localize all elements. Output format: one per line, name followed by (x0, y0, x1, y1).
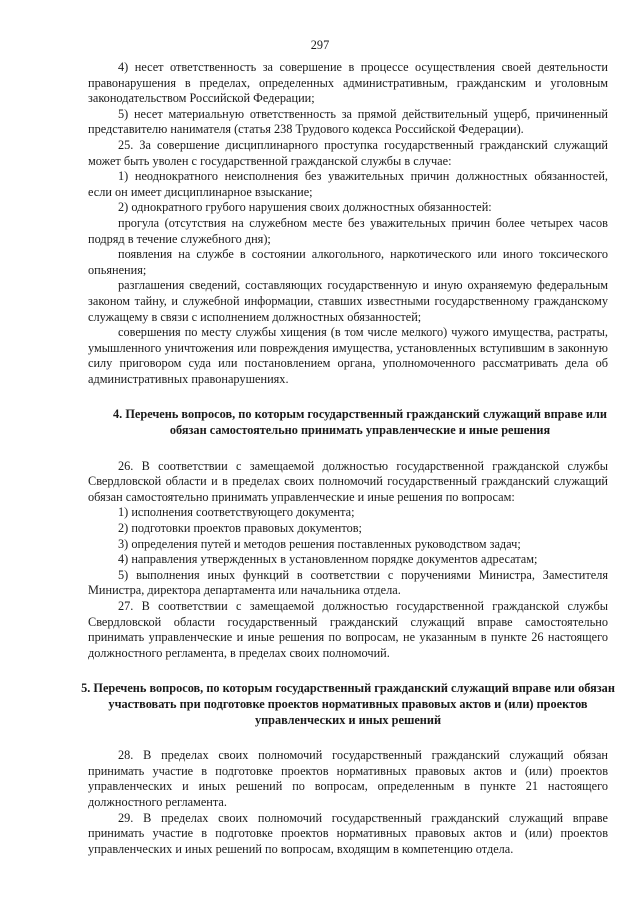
paragraph: 3) определения путей и методов решения поставленных руководством задач; (118, 536, 521, 551)
paragraph: 4) направления утвержденных в установленном порядке документов адресатам; (118, 552, 538, 567)
paragraph: 1) исполнения соответствующего документа; (118, 505, 355, 520)
paragraph: 26. В соответствии с замещаемой должностью государственной гражданской службы Свердловской области и в пределах своих полномочий государственный гражданский служащий обязан самостоятельно принимать управленческие и иные решения по вопросам: (88, 458, 608, 504)
section-heading-5: 5. Перечень вопросов, по которым государственный гражданский служащий вправе или обязан участвовать при подготовке проектов нормативных правовых актов и (или) проектов управленческих и иных решений (81, 681, 615, 727)
paragraph: совершения по месту службы хищения (в том числе мелкого) чужого имущества, растраты, умышленного уничтожения или повреждения имущества, установленных вступившим в законную силу приговором суда или постановлением органа, уполномоченного рассматривать дела об административных правонарушениях. (88, 325, 608, 386)
paragraph: разглашения сведений, составляющих государственную и иную охраняемую федеральным законом тайну, и служебной информации, ставших известными государственному гражданскому служащему в связи с исполнением должностных обязанностей; (88, 278, 608, 324)
document-body (81, 60, 615, 857)
paragraph: 28. В пределах своих полномочий государственный гражданский служащий обязан принимать участие в подготовке проектов нормативных правовых актов и (или) проектов управленческих и иных решений по вопросам, определенным в пункте 21 настоящего должностного регламента. (88, 748, 608, 809)
paragraph: 25. За совершение дисциплинарного проступка государственный гражданский служащий может быть уволен с государственной гражданской службы в случае: (88, 137, 608, 168)
paragraph: 27. В соответствии с замещаемой должностью государственной гражданской службы Свердловской области государственный гражданский служащий вправе самостоятельно принимать управленческие и иные решения по вопросам, не указанным в пункте 26 настоящего должностного регламента, в пределах своих полномочий. (88, 599, 608, 660)
paragraph: 4) несет ответственность за совершение в процессе осуществления своей деятельности правонарушения в пределах, определенных административным, гражданским и уголовным законодательством Российской Федерации; (88, 60, 608, 106)
paragraph: 1) неоднократного неисполнения без уважительных причин должностных обязанностей, если он имеет дисциплинарное взыскание; (88, 169, 608, 199)
paragraph: прогула (отсутствия на служебном месте без уважительных причин более четырех часов подряд в течение служебного дня); (88, 215, 608, 246)
section-heading-4: 4. Перечень вопросов, по которым государственный гражданский служащий вправе или обязан самостоятельно принимать управленческие и иные решения (113, 407, 607, 438)
paragraph: появления на службе в состоянии алкогольного, наркотического или иного токсического опьянения; (88, 247, 608, 277)
paragraph: 29. В пределах своих полномочий государственный гражданский служащий вправе принимать участие в подготовке проектов нормативных правовых актов и (или) проектов управленческих и иных решений по вопросам, входящим в компетенцию отдела. (88, 810, 608, 856)
paragraph: 5) выполнения иных функций в соответствии с поручениями Министра, Заместителя Министра, директора департамента или начальника отдела. (88, 567, 608, 598)
paragraph: 5) несет материальную ответственность за прямой действительный ущерб, причиненный представителю нанимателя (статья 238 Трудового кодекса Российской Федерации). (88, 106, 608, 137)
paragraph: 2) подготовки проектов правовых документов; (118, 521, 362, 536)
paragraph: 2) однократного грубого нарушения своих должностных обязанностей: (118, 200, 492, 215)
page-number: 297 (310, 38, 330, 52)
